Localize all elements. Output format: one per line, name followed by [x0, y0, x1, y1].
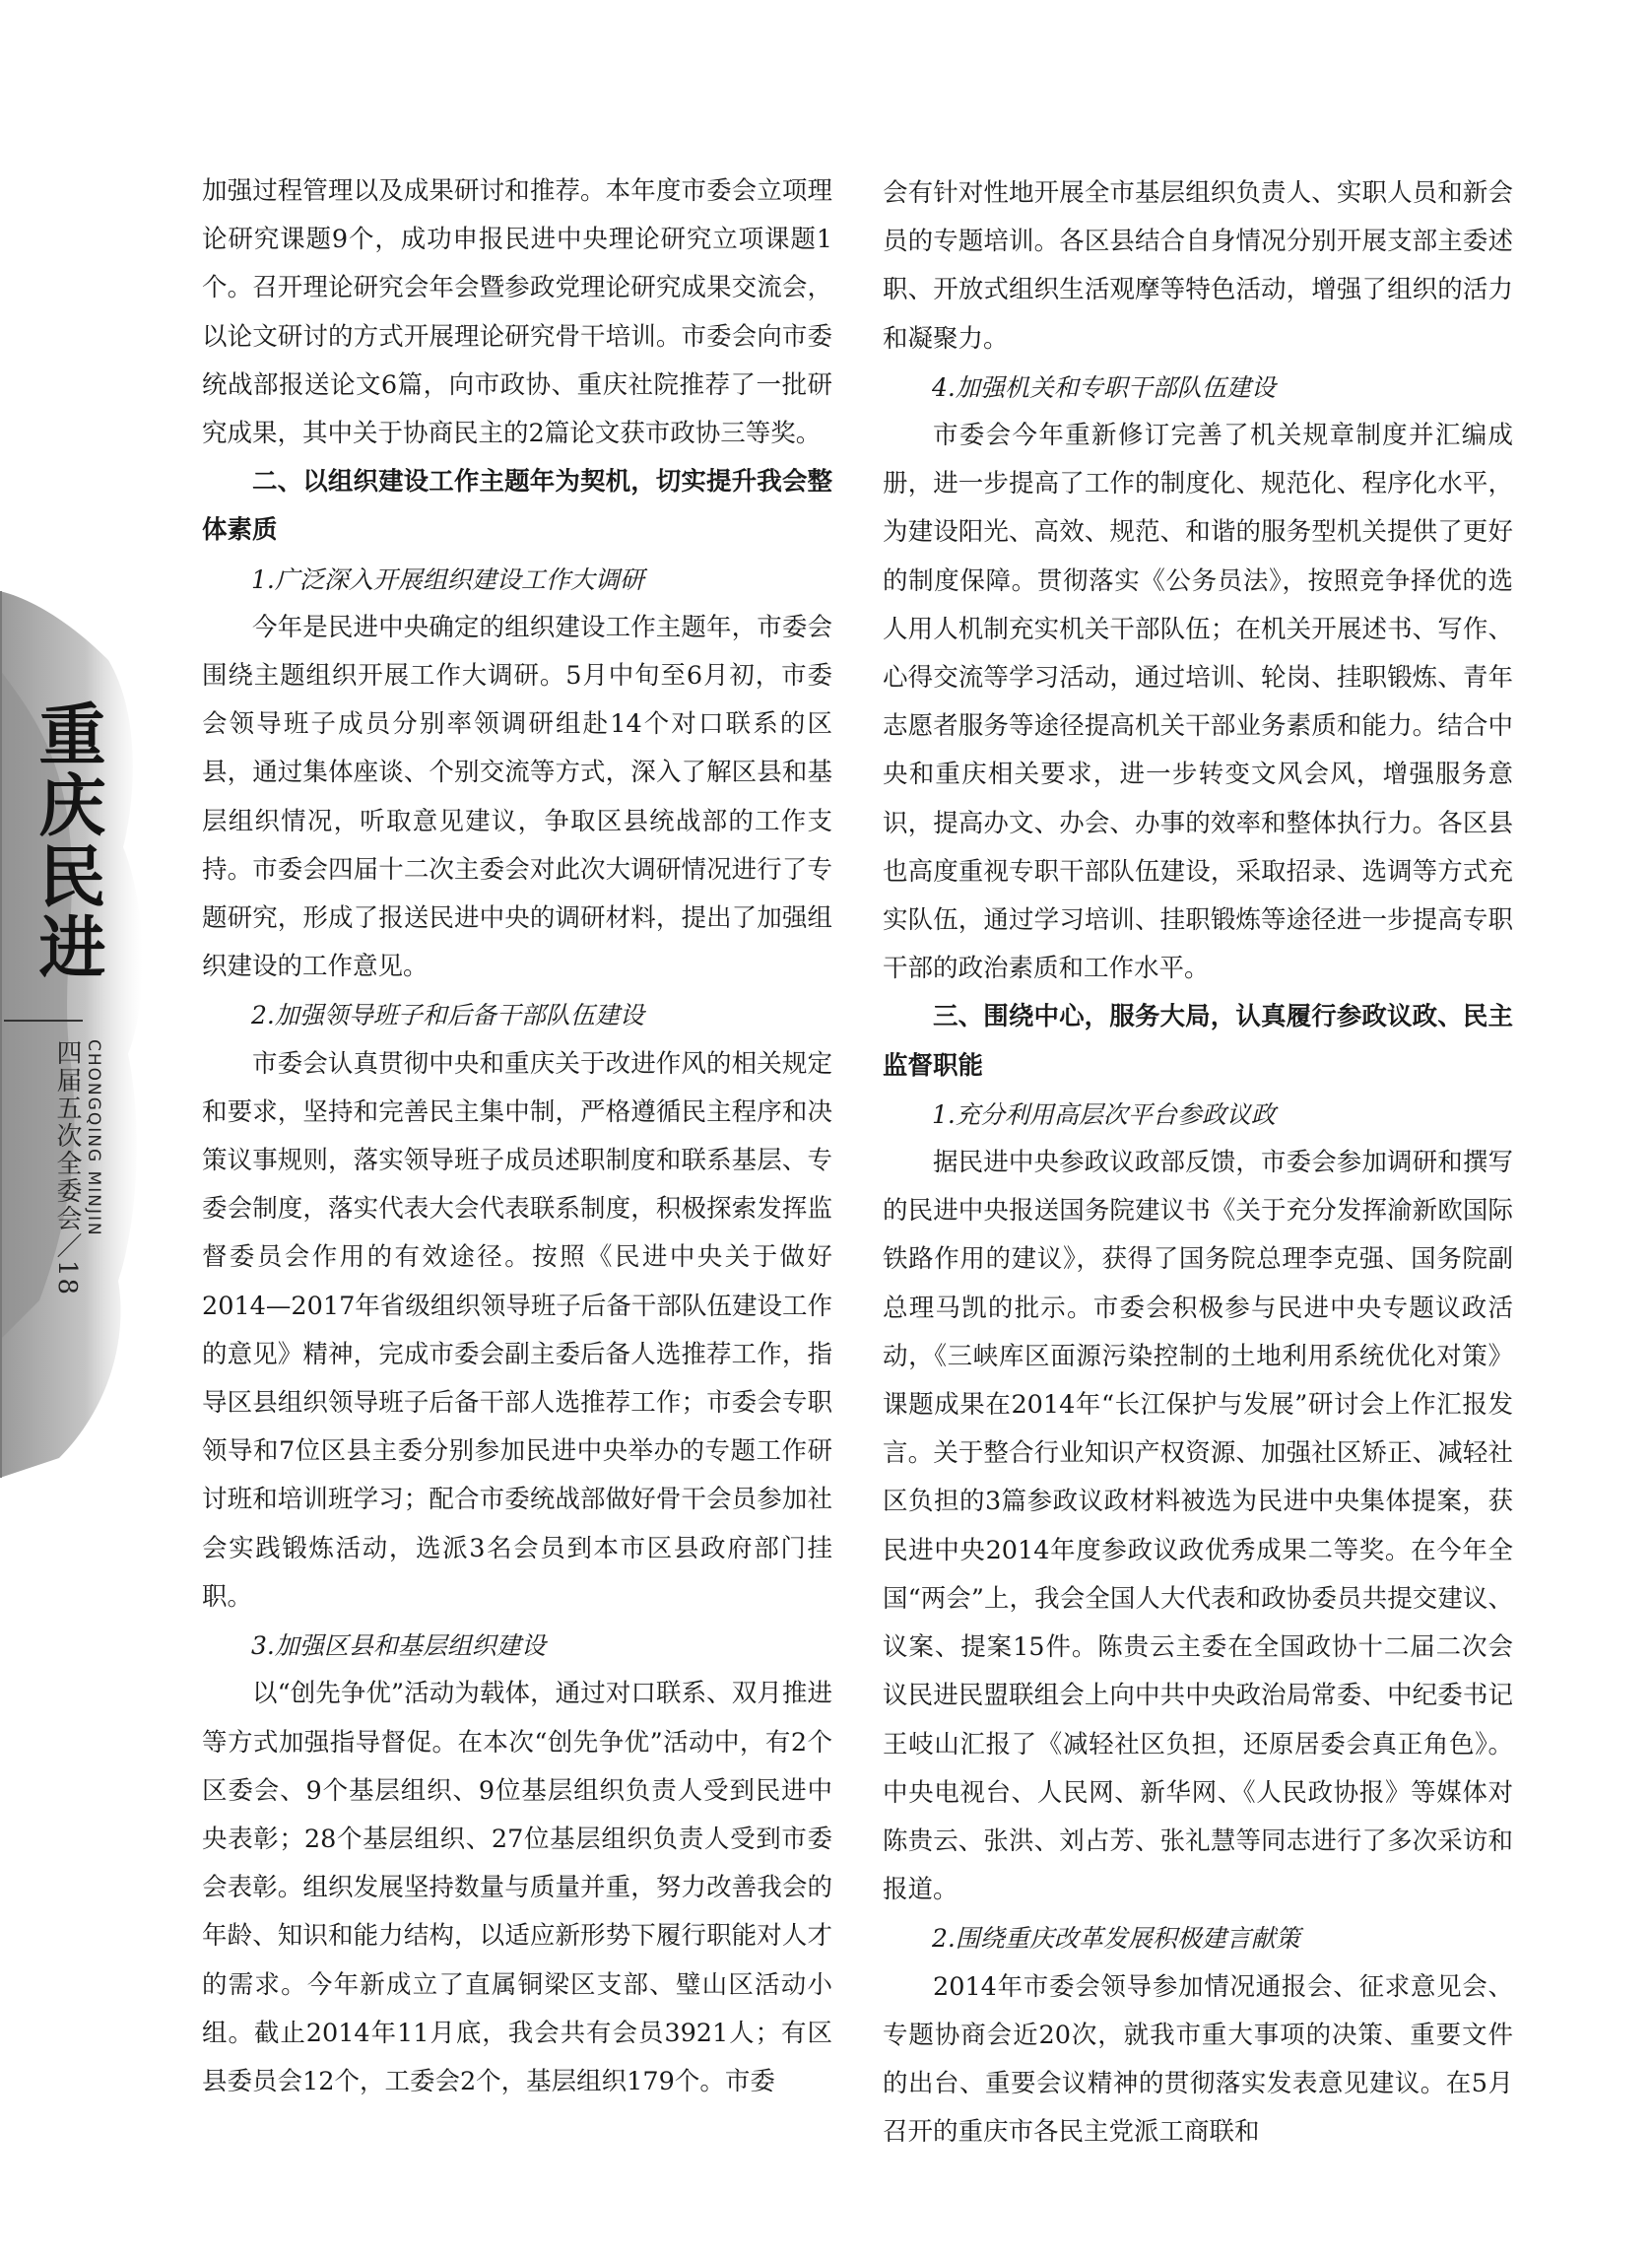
body-paragraph: 2014年市委会领导参加情况通报会、征求意见会、专题协商会近20次，就我市重大事项的决策、重要文件的出台、重要会议精神的贯彻落实发表意见建议。在5月召开的重庆市各民主党派工商联和	[883, 1971, 1513, 2148]
page-separator: ／	[52, 1232, 82, 1260]
body-paragraph: 加强过程管理以及成果研讨和推荐。本年度市委会立项理论研究课题9个，成功申报民进中央理论研究立项课题1个。召开理论研究会年会暨参政党理论研究成果交流会，以论文研讨的方式开展理论研究骨干培训。市委会向市委统战部报送论文6篇，向市政协、重庆社院推荐了一批研究成果，其中关于协商民主的2篇论文获市政协三等奖。	[202, 176, 832, 449]
body-paragraph: 会有针对性地开展全市基层组织负责人、实职人员和新会员的专题培训。各区县结合自身情况分别开展支部主委述职、开放式组织生活观摩等特色活动，增强了组织的活力和凝聚力。	[883, 178, 1513, 354]
magazine-title: 重庆民进	[28, 699, 106, 983]
subsection-heading: 1.广泛深入开展组织建设工作大调研	[251, 564, 644, 594]
body-paragraph: 今年是民进中央确定的组织建设工作主题年，市委会围绕主题组织开展工作大调研。5月中旬至6月初，市委会领导班子成员分别率领调研组赴14个对口联系的区县，通过集体座谈、个别交流等方式，深入了解区县和基层组织情况，听取意见建议，争取区县统战部的工作支持。市委会四届十二次主委会对此次大调研情况进行了专题研究，形成了报送民进中央的调研材料，提出了加强组织建设的工作意见。	[202, 612, 832, 982]
body-paragraph: 市委会认真贯彻中央和重庆关于改进作风的相关规定和要求，坚持和完善民主集中制，严格遵循民主程序和决策议事规则，落实领导班子成员述职制度和联系基层、专委会制度，落实代表大会代表联系制度，积极探索发挥监督委员会作用的有效途径。按照《民进中央关于做好2014—2017年省级组织领导班子后备干部队伍建设工作的意见》精神，完成市委会副主委后备人选推荐工作，指导区县组织领导班子后备干部人选推荐工作；市委会专职领导和7位区县主委分别参加民进中央举办的专题工作研讨班和培训班学习；配合市委统战部做好骨干会员参加社会实践锻炼活动，选派3名会员到本市区县政府部门挂职。	[202, 1048, 832, 1612]
page-number: 18	[52, 1260, 82, 1297]
subsection-heading: 4.加强机关和专职干部队伍建设	[932, 372, 1276, 402]
margin-rule	[4, 1020, 83, 1022]
issue-and-page	[49, 1039, 86, 1296]
issue-label: 四届五次全委会	[52, 1039, 82, 1232]
magazine-title-en: CHONGQING MINJIN	[84, 1039, 103, 1237]
subsection-heading: 2.围绕重庆改革发展积极建言献策	[932, 1924, 1300, 1954]
body-paragraph: 以“创先争优”活动为载体，通过对口联系、双月推进等方式加强指导督促。在本次“创先争优”活动中，有2个区委会、9个基层组织、9位基层组织负责人受到民进中央表彰；28个基层组织、27位基层组织负责人受到市委会表彰。组织发展坚持数量与质量并重，努力改善我会的年龄、知识和能力结构，以适应新形势下履行职能对人才的需求。今年新成立了直属铜梁区支部、璧山区活动小组。截止2014年11月底，我会共有会员3921人；有区县委员会12个，工委会2个，基层组织179个。市委	[202, 1679, 832, 2096]
section-heading: 二、以组织建设工作主题年为契机，切实提升我会整体素质	[202, 467, 832, 546]
subsection-heading: 1.充分利用高层次平台参政议政	[932, 1099, 1276, 1129]
section-heading: 三、围绕中心，服务大局，认真履行参政议政、民主监督职能	[883, 1002, 1513, 1081]
subsection-heading: 2.加强领导班子和后备干部队伍建设	[251, 1001, 644, 1030]
body-paragraph: 据民进中央参政议政部反馈，市委会参加调研和撰写的民进中央报送国务院建议书《关于充分发挥渝新欧国际铁路作用的建议》，获得了国务院总理李克强、国务院副总理马凯的批示。市委会积极参与民进中央专题议政活动，《三峡库区面源污染控制的土地利用系统优化对策》课题成果在2014年“长江保护与发展”研讨会上作汇报发言。关于整合行业知识产权资源、加强社区矫正、减轻社区负担的3篇参政议政材料被选为民进中央集体提案，获民进中央2014年度参政议政优秀成果二等奖。在今年全国“两会”上，我会全国人大代表和政协委员共提交建议、议案、提案15件。陈贵云主委在全国政协十二届二次会议民进民盟联组会上向中共中央政治局常委、中纪委书记王岐山汇报了《减轻社区负担，还原居委会真正角色》。中央电视台、人民网、新华网、《人民政协报》等媒体对陈贵云、张洪、刘占芳、张礼慧等同志进行了多次采访和报道。	[883, 1148, 1513, 1905]
magazine-margin	[0, 591, 148, 1478]
body-paragraph: 市委会今年重新修订完善了机关规章制度并汇编成册，进一步提高了工作的制度化、规范化、程序化水平，为建设阳光、高效、规范、和谐的服务型机关提供了更好的制度保障。贯彻落实《公务员法》，按照竞争择优的选人用人机制充实机关干部队伍；在机关开展述书、写作、心得交流等学习活动，通过培训、轮岗、挂职锻炼、青年志愿者服务等途径提高机关干部业务素质和能力。结合中央和重庆相关要求，进一步转变文风会风，增强服务意识，提高办文、办会、办事的效率和整体执行力。各区县也高度重视专职干部队伍建设，采取招录、选调等方式充实队伍，通过学习培训、挂职锻炼等途径进一步提高专职干部的政治素质和工作水平。	[883, 421, 1513, 984]
left-column	[202, 167, 832, 2106]
right-column	[883, 169, 1513, 2157]
subsection-heading: 3.加强区县和基层组织建设	[251, 1631, 546, 1661]
